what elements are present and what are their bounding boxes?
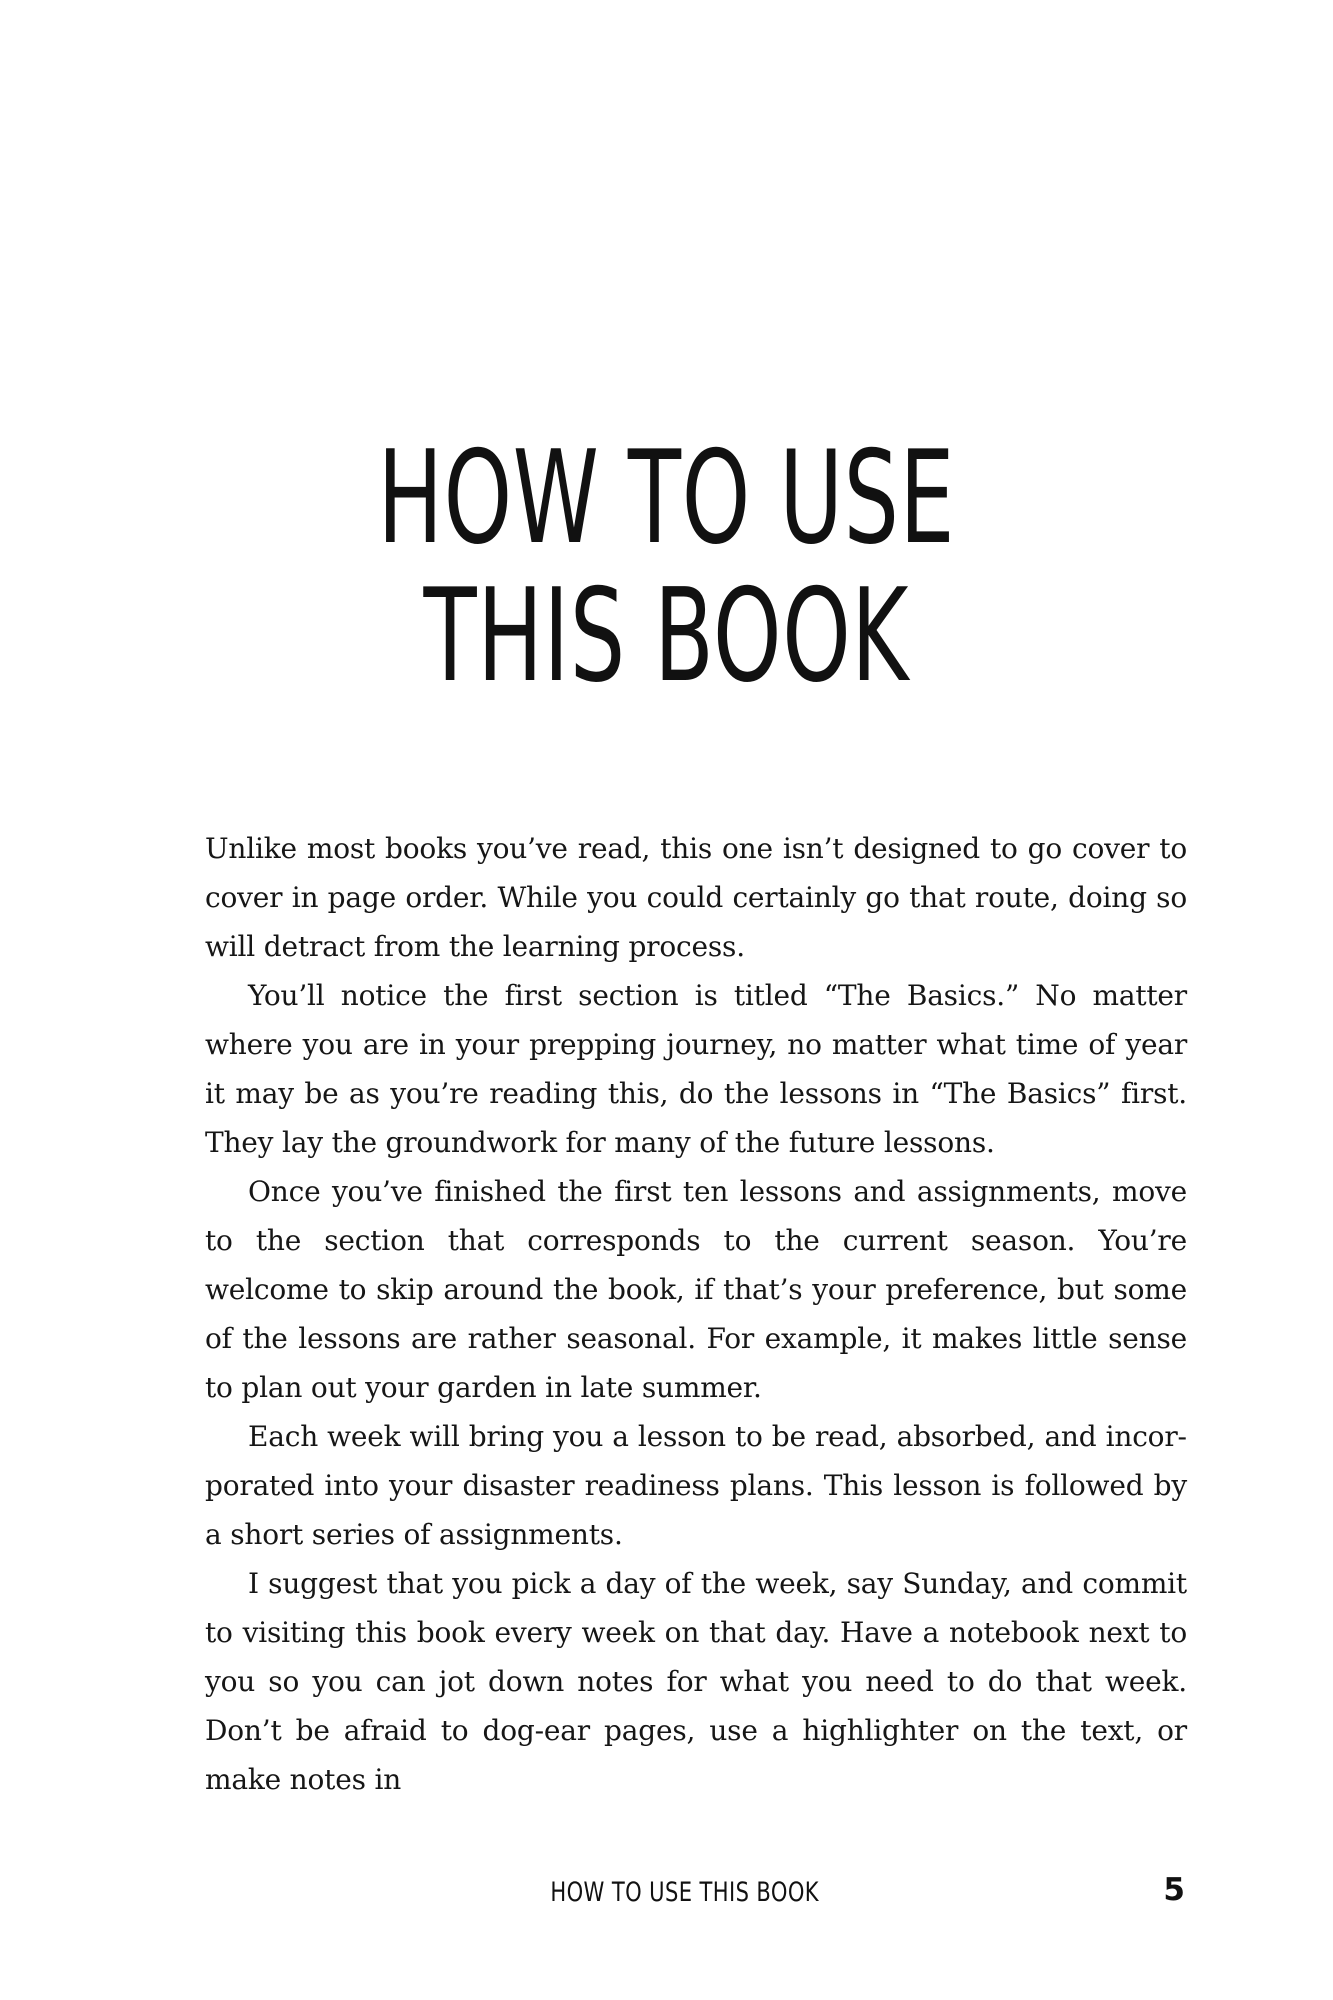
paragraph-intro: Unlike most books you’ve read, this one isn’t designed to go cover to cover in page order. While you could certainly go that route, doing so will detract from the learning process. <box>205 832 1187 963</box>
chapter-title-line-2: THIS BOOK <box>423 562 910 711</box>
chapter-title-line-1: HOW TO USE <box>377 424 956 573</box>
chapter-title <box>213 424 1119 711</box>
paragraph-seasons: Once you’ve finished the first ten lessons and assignments, move to the section that corresponds to the current season. You’re welcome to skip around the book, if that’s your preference, but some of the lessons are rather seasonal. For example, it makes little sense to plan out your garden in late summer. <box>205 1175 1187 1404</box>
body-text <box>205 824 1187 1804</box>
running-footer: HOW TO USE THIS BOOK <box>550 1877 820 1908</box>
page-number: 5 <box>1163 1872 1185 1908</box>
paragraph-the-basics: You’ll notice the first section is titled “The Basics.” No matter where you are in your prepping journey, no matter what time of year it may be as you’re reading this, do the lessons in “The Basics” first. They lay the groundwork for many of the future lessons. <box>205 979 1187 1159</box>
paragraph-suggestion: I suggest that you pick a day of the week, say Sunday, and commit to visiting this book every week on that day. Have a notebook next to you so you can jot down notes for what you need to do that week. Don’t be afraid to dog-ear pages, use a highlighter on the text, or make notes in <box>205 1567 1187 1796</box>
paragraph-weekly-lesson: Each week will bring you a lesson to be read, absorbed, and incorporated into your disaster readiness plans. This lesson is followed by a short series of assignments. <box>205 1420 1187 1551</box>
